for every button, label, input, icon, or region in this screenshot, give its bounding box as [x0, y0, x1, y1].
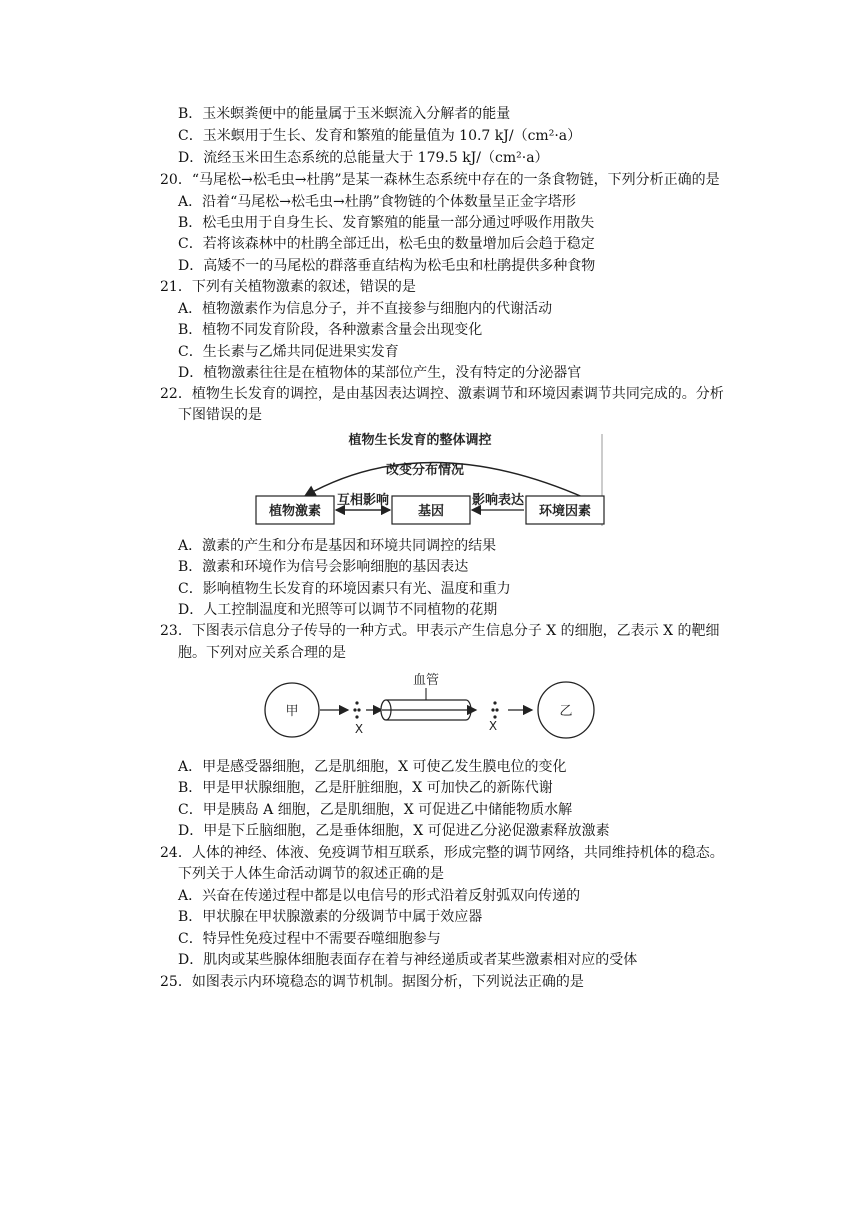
- q24-option-a: A．兴奋在传递过程中都是以电信号的形式沿着反射弧双向传递的: [178, 888, 581, 904]
- q23-option-b: B．甲是甲状腺细胞，乙是肝脏细胞，X 可加快乙的新陈代谢: [178, 780, 553, 796]
- q23-fig-x2: X: [488, 719, 498, 733]
- q23-figure: [260, 670, 605, 752]
- q23-fig-vessel-label: 血管: [412, 673, 440, 688]
- q24-stem-cont: 下列关于人体生命活动调节的叙述正确的是: [178, 866, 444, 882]
- q23-option-d: D．甲是下丘脑细胞，乙是垂体细胞，X 可促进乙分泌促激素释放激素: [178, 823, 610, 839]
- q21-stem: 21．下列有关植物激素的叙述，错误的是: [160, 279, 416, 295]
- q22-option-b: B．激素和环境作为信号会影响细胞的基因表达: [178, 559, 469, 575]
- q25-stem: 25．如图表示内环境稳态的调节机制。据图分析，下列说法正确的是: [160, 974, 584, 990]
- q21-option-a: A．植物激素作为信息分子，并不直接参与细胞内的代谢活动: [178, 301, 553, 317]
- q22-fig-title: 植物生长发育的整体调控: [348, 433, 492, 448]
- q23-option-a: A．甲是感受器细胞，乙是肌细胞，X 可使乙发生膜电位的变化: [178, 759, 567, 775]
- q19-option-b: B．玉米螟粪便中的能量属于玉米螟流入分解者的能量: [178, 106, 511, 122]
- q22-stem-cont: 下图错误的是: [178, 407, 262, 423]
- q23-stem: 23．下图表示信息分子传导的一种方式。甲表示产生信息分子 X 的细胞，乙表示 X 的靶细: [160, 623, 720, 639]
- q22-fig-expr: 影响表达: [471, 493, 525, 508]
- q23-fig-cell-a-label: 甲: [285, 704, 299, 719]
- q22-fig-gene: 基因: [417, 504, 445, 519]
- q22-option-d: D．人工控制温度和光照等可以调节不同植物的花期: [178, 602, 498, 618]
- q20-option-b: B．松毛虫用于自身生长、发育繁殖的能量一部分通过呼吸作用散失: [178, 215, 595, 231]
- q21-option-b: B．植物不同发育阶段，各种激素含量会出现变化: [178, 322, 483, 338]
- q23-option-c: C．甲是胰岛 A 细胞，乙是肌细胞，X 可促进乙中储能物质水解: [178, 802, 573, 818]
- q22-fig-mutual: 互相影响: [336, 493, 390, 508]
- q22-fig-env: 环境因素: [538, 504, 592, 519]
- q22-fig-hormone: 植物激素: [268, 504, 322, 519]
- q23-stem-cont: 胞。下列对应关系合理的是: [178, 645, 346, 661]
- q22-option-a: A．激素的产生和分布是基因和环境共同调控的结果: [178, 538, 497, 554]
- q20-option-d: D．高矮不一的马尾松的群落垂直结构为松毛虫和杜鹃提供多种食物: [178, 258, 596, 274]
- q21-option-d: D．植物激素往往是在植物体的某部位产生，没有特定的分泌器官: [178, 365, 582, 381]
- q24-stem: 24．人体的神经、体液、免疫调节相互联系，形成完整的调节网络，共同维持机体的稳态。: [160, 845, 724, 861]
- q19-option-c: C．玉米螟用于生长、发育和繁殖的能量值为 10.7 kJ/（cm²·a）: [178, 128, 582, 144]
- q22-fig-arc-label: 改变分布情况: [385, 463, 465, 478]
- q23-fig-cell-b-label: 乙: [559, 704, 573, 719]
- q20-stem: 20．“马尾松→松毛虫→杜鹃”是某一森林生态系统中存在的一条食物链，下列分析正确的是: [160, 172, 720, 188]
- q20-option-c: C．若将该森林中的杜鹃全部迁出，松毛虫的数量增加后会趋于稳定: [178, 236, 595, 252]
- q23-fig-x1: X: [354, 722, 364, 736]
- q24-option-c: C．特异性免疫过程中不需要吞噬细胞参与: [178, 931, 441, 947]
- q24-option-d: D．肌肉或某些腺体细胞表面存在着与神经递质或者某些激素相对应的受体: [178, 952, 638, 968]
- q22-figure: [250, 430, 610, 530]
- q20-option-a: A．沿着“马尾松→松毛虫→杜鹃”食物链的个体数量呈正金字塔形: [178, 194, 576, 210]
- q22-option-c: C．影响植物生长发育的环境因素只有光、温度和重力: [178, 581, 511, 597]
- q22-stem: 22．植物生长发育的调控，是由基因表达调控、激素调节和环境因素调节共同完成的。分析: [160, 386, 724, 402]
- q21-option-c: C．生长素与乙烯共同促进果实发育: [178, 344, 399, 360]
- q24-option-b: B．甲状腺在甲状腺激素的分级调节中属于效应器: [178, 909, 483, 925]
- q19-option-d: D．流经玉米田生态系统的总能量大于 179.5 kJ/（cm²·a）: [178, 150, 549, 166]
